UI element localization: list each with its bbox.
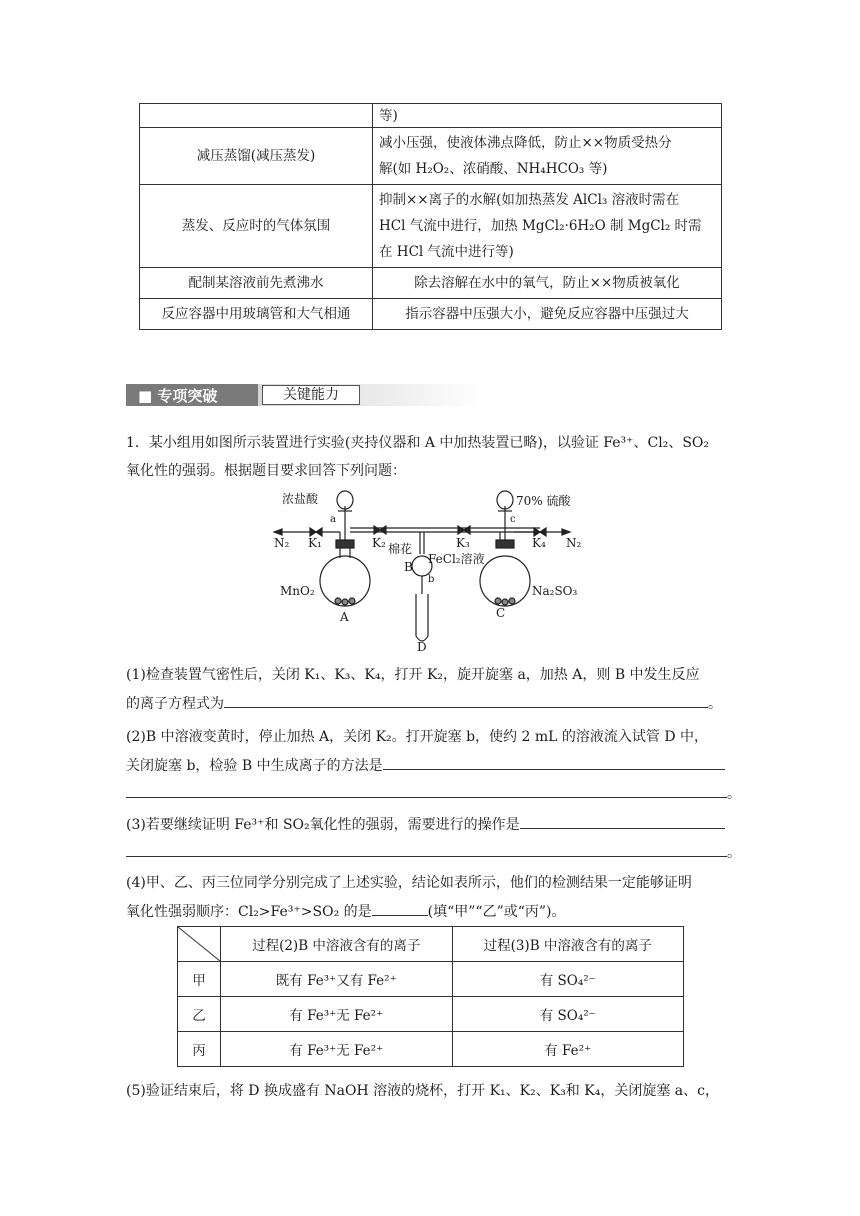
section-banner	[126, 381, 468, 409]
results-table	[177, 926, 684, 1067]
table-cell: 除去溶解在水中的氧气，防止××物质被氧化	[373, 268, 722, 299]
label-d-tube: D	[417, 640, 427, 654]
q3-line2	[126, 842, 741, 863]
label-n2-right: N₂	[566, 536, 582, 550]
table-row	[178, 997, 684, 1032]
column-header: 过程(3)B 中溶液含有的离子	[452, 927, 684, 962]
table-cell: 有 Fe³⁺无 Fe²⁺	[221, 997, 453, 1032]
table-cell: 有 Fe²⁺	[452, 1032, 684, 1067]
period: 。	[727, 786, 741, 802]
answer-blank[interactable]	[126, 842, 727, 857]
table-cell: 蒸发、反应时的气体氛围	[140, 185, 373, 268]
q2-line2	[126, 755, 725, 776]
label-mno2: MnO₂	[280, 584, 315, 598]
row-label: 丙	[178, 1032, 221, 1067]
table-row	[140, 299, 722, 330]
q1-line2	[126, 693, 722, 714]
q1-line1: (1)检查装置气密性后，关闭 K₁、K₃、K₄，打开 K₂，旋开旋塞 a，加热 A，则 B 中发生反应	[126, 667, 700, 683]
column-header: 过程(2)B 中溶液含有的离子	[221, 927, 453, 962]
label-b: b	[428, 574, 435, 585]
banner-title: ■ 专项突破	[138, 387, 218, 405]
comparison-table	[139, 103, 722, 330]
q1-line2-text: 的离子方程式为	[126, 696, 224, 712]
table-cell: 指示容器中压强大小，避免反应容器中压强过大	[373, 299, 722, 330]
table-cell: 有 SO₄²⁻	[452, 962, 684, 997]
table-cell: 有 SO₄²⁻	[452, 997, 684, 1032]
label-k3: K₃	[456, 536, 470, 550]
label-k1: K₁	[308, 536, 322, 550]
table-cell: 有 Fe³⁺无 Fe²⁺	[221, 1032, 453, 1067]
table-row	[140, 128, 722, 185]
apparatus-drawing	[270, 486, 600, 656]
table-cell: 反应容器中用玻璃管和大气相通	[140, 299, 373, 330]
q2-line1: (2)B 中溶液变黄时，停止加热 A，关闭 K₂。打开旋塞 b，使约 2 mL 的溶液流入试管 D 中，	[126, 729, 709, 745]
table-cell: 配制某溶液前先煮沸水	[140, 268, 373, 299]
label-na2so3: Na₂SO₃	[532, 584, 578, 598]
answer-blank[interactable]	[383, 755, 725, 770]
table-row	[140, 268, 722, 299]
apparatus-diagram	[270, 486, 600, 656]
row-label: 甲	[178, 962, 221, 997]
label-a: a	[330, 514, 336, 525]
period: 。	[708, 696, 722, 712]
label-fecl2: FeCl₂溶液	[428, 552, 485, 566]
table-cell	[373, 128, 722, 185]
banner-subtitle: 关键能力	[262, 385, 360, 405]
label-k2: K₂	[372, 536, 386, 550]
table-cell	[373, 185, 722, 268]
label-hcl: 浓盐酸	[282, 492, 319, 506]
q3-line1	[126, 814, 725, 835]
q4-line2-text: 氧化性强弱顺序：Cl₂>Fe³⁺>SO₂ 的是	[126, 904, 372, 920]
table-row	[140, 104, 722, 128]
row-label: 乙	[178, 997, 221, 1032]
cell-line: 在 HCl 气流中进行等)	[379, 244, 514, 260]
cell-line: 减小压强，使液体沸点降低，防止××物质受热分	[379, 135, 672, 151]
label-h2so4: 70% 硫酸	[516, 494, 571, 508]
answer-blank[interactable]	[126, 783, 727, 798]
label-n2-left: N₂	[274, 536, 290, 550]
label-k4: K₄	[532, 536, 546, 550]
table-cell: 减压蒸馏(减压蒸发)	[140, 128, 373, 185]
table-cell: 等)	[373, 104, 722, 128]
cell-line: 解(如 H₂O₂、浓硝酸、NH₄HCO₃ 等)	[379, 161, 608, 177]
table-cell: 既有 Fe³⁺又有 Fe²⁺	[221, 962, 453, 997]
banner-dark	[126, 384, 258, 406]
label-cotton: 棉花	[388, 542, 413, 556]
q4-line2	[126, 901, 566, 922]
q4-line1: (4)甲、乙、丙三位同学分别完成了上述实验，结论如表所示，他们的检测结果一定能够证明	[126, 875, 692, 891]
table-row	[140, 185, 722, 268]
cell-line: 抑制××离子的水解(如加热蒸发 AlCl₃ 溶液时需在	[379, 192, 680, 208]
label-a-flask: A	[340, 610, 349, 624]
table-cell	[140, 104, 373, 128]
period: 。	[727, 845, 741, 861]
q2-line2-text: 关闭旋塞 b，检验 B 中生成离子的方法是	[126, 758, 383, 774]
answer-blank[interactable]	[520, 814, 725, 829]
label-b-vessel: B	[404, 560, 413, 574]
q3-line1-text: (3)若要继续证明 Fe³⁺和 SO₂氧化性的强弱，需要进行的操作是	[126, 817, 520, 833]
table-header-row	[178, 927, 684, 962]
question-intro-line2: 氧化性的强弱。根据题目要求回答下列问题：	[126, 463, 406, 479]
table-row	[178, 1032, 684, 1067]
corner-cell	[178, 927, 221, 962]
q2-line3	[126, 783, 741, 804]
question-intro-line1: 1．某小组用如图所示装置进行实验(夹持仪器和 A 中加热装置已略)，以验证 Fe³⁺、Cl₂、SO₂	[126, 435, 710, 451]
label-c: c	[510, 514, 516, 525]
label-c-flask: C	[496, 606, 506, 620]
cell-line: HCl 气流中进行，加热 MgCl₂·6H₂O 制 MgCl₂ 时需	[379, 218, 702, 234]
answer-blank[interactable]	[224, 693, 708, 708]
table-row	[178, 962, 684, 997]
diagonal-line	[178, 927, 220, 961]
q5-line1: (5)验证结束后，将 D 换成盛有 NaOH 溶液的烧杯，打开 K₁、K₂、K₃和 K₄，关闭旋塞 a、c，	[126, 1083, 719, 1099]
q4-line2-tail: (填“甲”“乙”或“丙”)。	[427, 904, 566, 920]
answer-blank[interactable]	[372, 901, 428, 916]
